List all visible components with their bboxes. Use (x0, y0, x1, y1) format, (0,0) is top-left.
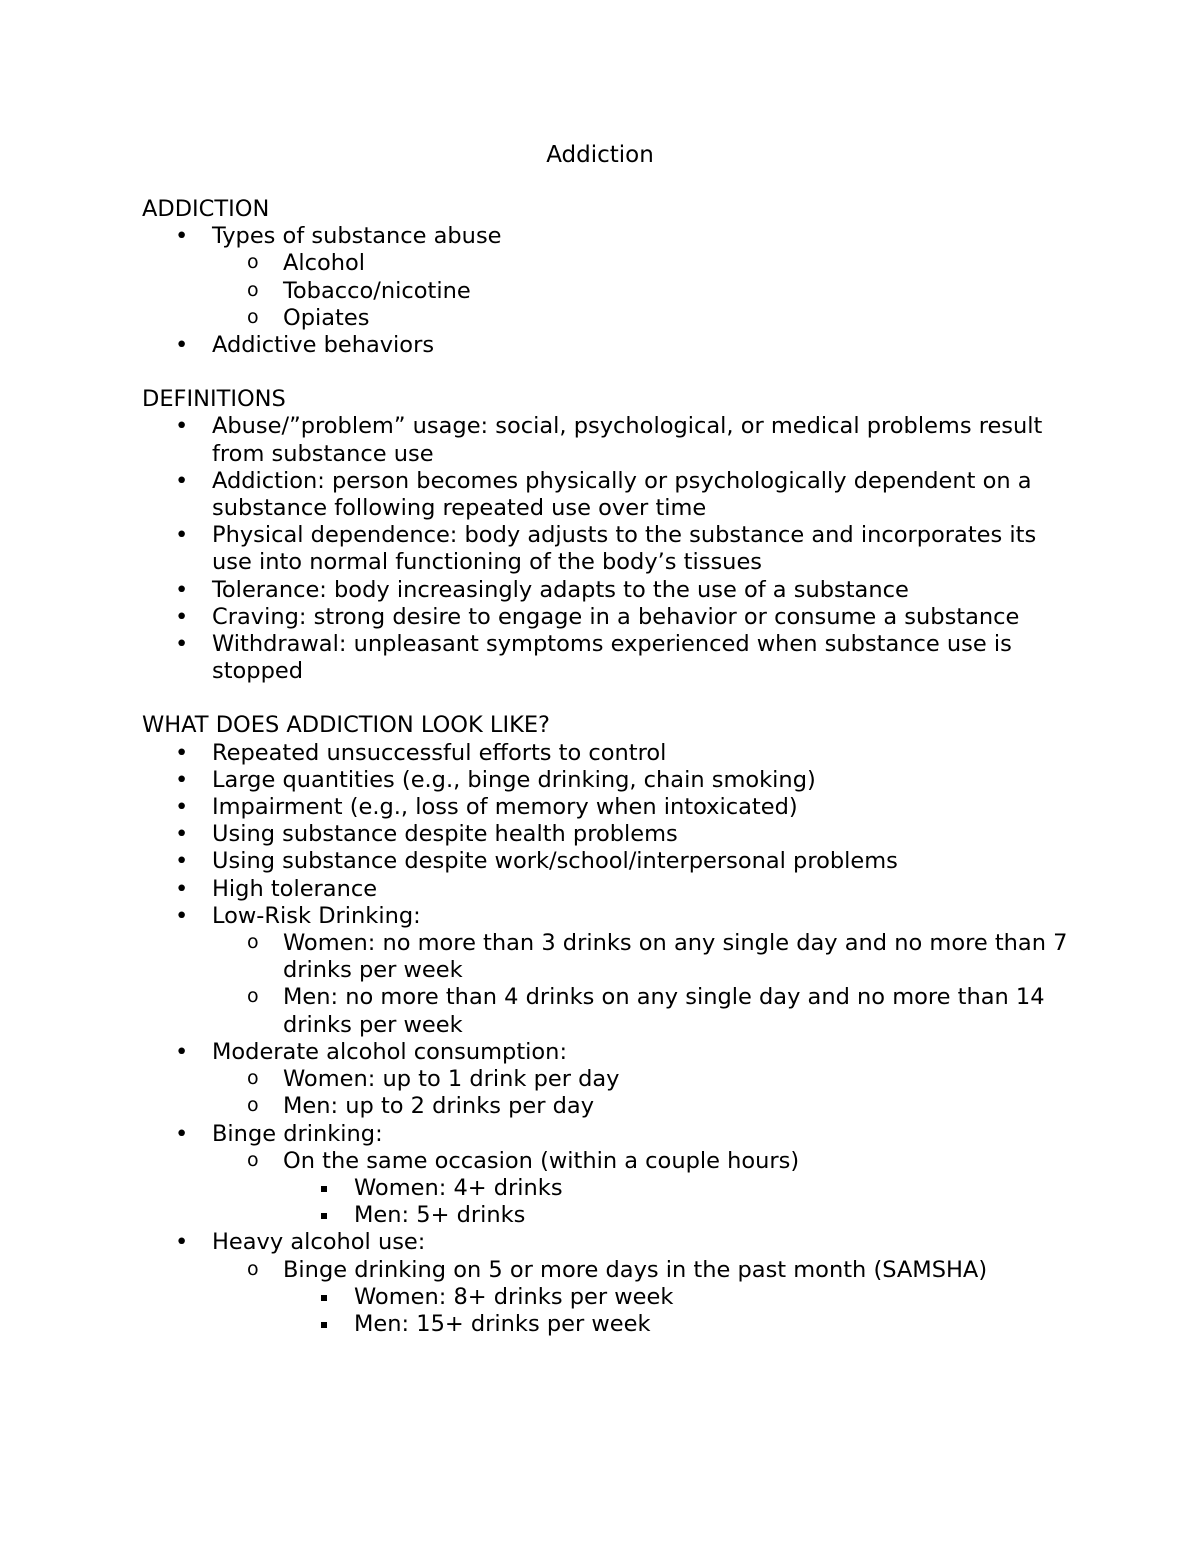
section-heading-what-does-addiction-look-like: WHAT DOES ADDICTION LOOK LIKE? (142, 712, 550, 739)
sub-list-item-text: o Binge drinking on 5 or more days in the past month (SAMSHA) (283, 1256, 988, 1283)
sub-list-item-text: o Men: up to 2 drinks per day (283, 1093, 595, 1120)
list-item-text: • Addictive behaviors (212, 332, 435, 359)
sub-sub-list-item-text: Men: 15+ drinks per week (354, 1310, 651, 1337)
sub-list-item-text: o Alcohol (283, 250, 366, 277)
list-item-text: • Physical dependence: body adjusts to the substance and incorporates its use into normal functioning of the body’s tissues (212, 522, 1037, 576)
sub-list-item (212, 984, 1072, 1038)
sub-list-item-text: o Women: no more than 3 drinks on any single day and no more than 7 drinks per week (283, 930, 1068, 984)
list-item-text: • Tolerance: body increasingly adapts to the use of a substance (212, 576, 909, 603)
list-item-text: • Repeated unsuccessful efforts to control (212, 739, 667, 766)
list-item-text: • Low-Risk Drinking: (212, 902, 421, 929)
list-item (142, 794, 1072, 821)
list-item (142, 577, 1072, 604)
sub-list (212, 250, 1072, 332)
section-heading-definitions: DEFINITIONS (142, 386, 286, 413)
list-item (142, 1121, 1072, 1230)
sub-list-item (212, 278, 1072, 305)
list-item-text: • Withdrawal: unpleasant symptoms experienced when substance use is stopped (212, 631, 1012, 685)
bullet-list (142, 740, 1072, 1338)
sub-list-item (212, 1066, 1072, 1093)
list-item-text: • Impairment (e.g., loss of memory when intoxicated) (212, 794, 798, 821)
list-item (142, 767, 1072, 794)
sub-list-item-text: o Tobacco/nicotine (283, 277, 471, 304)
list-item (142, 876, 1072, 903)
document-title: Addiction (546, 142, 654, 168)
list-item (142, 1229, 1072, 1338)
list-item-text: • Moderate alcohol consumption: (212, 1038, 568, 1065)
sub-list-item-text: o Women: up to 1 drink per day (283, 1066, 620, 1093)
sub-sub-list-item-text: Women: 8+ drinks per week (354, 1283, 674, 1310)
document-body (142, 196, 1072, 1338)
sub-sub-list-item-text: Men: 5+ drinks (354, 1202, 526, 1229)
list-item (142, 1039, 1072, 1121)
list-item-text: • Types of substance abuse (212, 223, 502, 250)
list-item-text: • Abuse/”problem” usage: social, psychological, or medical problems result from substance use (212, 413, 1043, 467)
sub-list (212, 1257, 1072, 1339)
list-item-text: • Using substance despite work/school/interpersonal problems (212, 848, 898, 875)
sub-sub-list-item-text: Women: 4+ drinks (354, 1174, 563, 1201)
list-item (142, 604, 1072, 631)
list-item (142, 522, 1072, 576)
sub-list-item (212, 930, 1072, 984)
sub-sub-list-item (283, 1311, 1072, 1338)
list-item (142, 740, 1072, 767)
list-item (142, 631, 1072, 685)
sub-list-item (212, 305, 1072, 332)
sub-list-item (212, 1257, 1072, 1339)
sub-list-item-text: o Men: no more than 4 drinks on any single day and no more than 14 drinks per week (283, 984, 1045, 1038)
sub-list-item (212, 250, 1072, 277)
section-heading-addiction: ADDICTION (142, 196, 270, 222)
section-spacer (142, 685, 1072, 712)
sub-list-item-text: o Opiates (283, 304, 370, 331)
sub-sub-list (283, 1175, 1072, 1229)
sub-sub-list (283, 1284, 1072, 1338)
list-item (142, 821, 1072, 848)
list-item-text: • Using substance despite health problems (212, 821, 678, 848)
section-spacer (142, 359, 1072, 386)
list-item-text: • Large quantities (e.g., binge drinking, chain smoking) (212, 766, 816, 793)
sub-list-item (212, 1093, 1072, 1120)
bullet-list (142, 223, 1072, 359)
list-item (142, 332, 1072, 359)
sub-list-item (212, 1148, 1072, 1230)
list-item (142, 903, 1072, 1039)
sub-sub-list-item (283, 1284, 1072, 1311)
bullet-list (142, 413, 1072, 685)
list-item (142, 223, 1072, 332)
list-item-text: • Addiction: person becomes physically or psychologically dependent on a substance following repeated use over time (212, 467, 1032, 522)
list-item-text: • Binge drinking: (212, 1120, 383, 1147)
sub-sub-list-item (283, 1202, 1072, 1229)
list-item-text: • High tolerance (212, 875, 378, 902)
list-item-text: • Heavy alcohol use: (212, 1229, 426, 1256)
sub-sub-list-item (283, 1175, 1072, 1202)
list-item (142, 468, 1072, 522)
sub-list (212, 1066, 1072, 1120)
sub-list (212, 930, 1072, 1039)
list-item (142, 413, 1072, 467)
sub-list-item-text: o On the same occasion (within a couple hours) (283, 1147, 800, 1174)
sub-list (212, 1148, 1072, 1230)
list-item-text: • Craving: strong desire to engage in a behavior or consume a substance (212, 603, 1020, 630)
list-item (142, 848, 1072, 875)
